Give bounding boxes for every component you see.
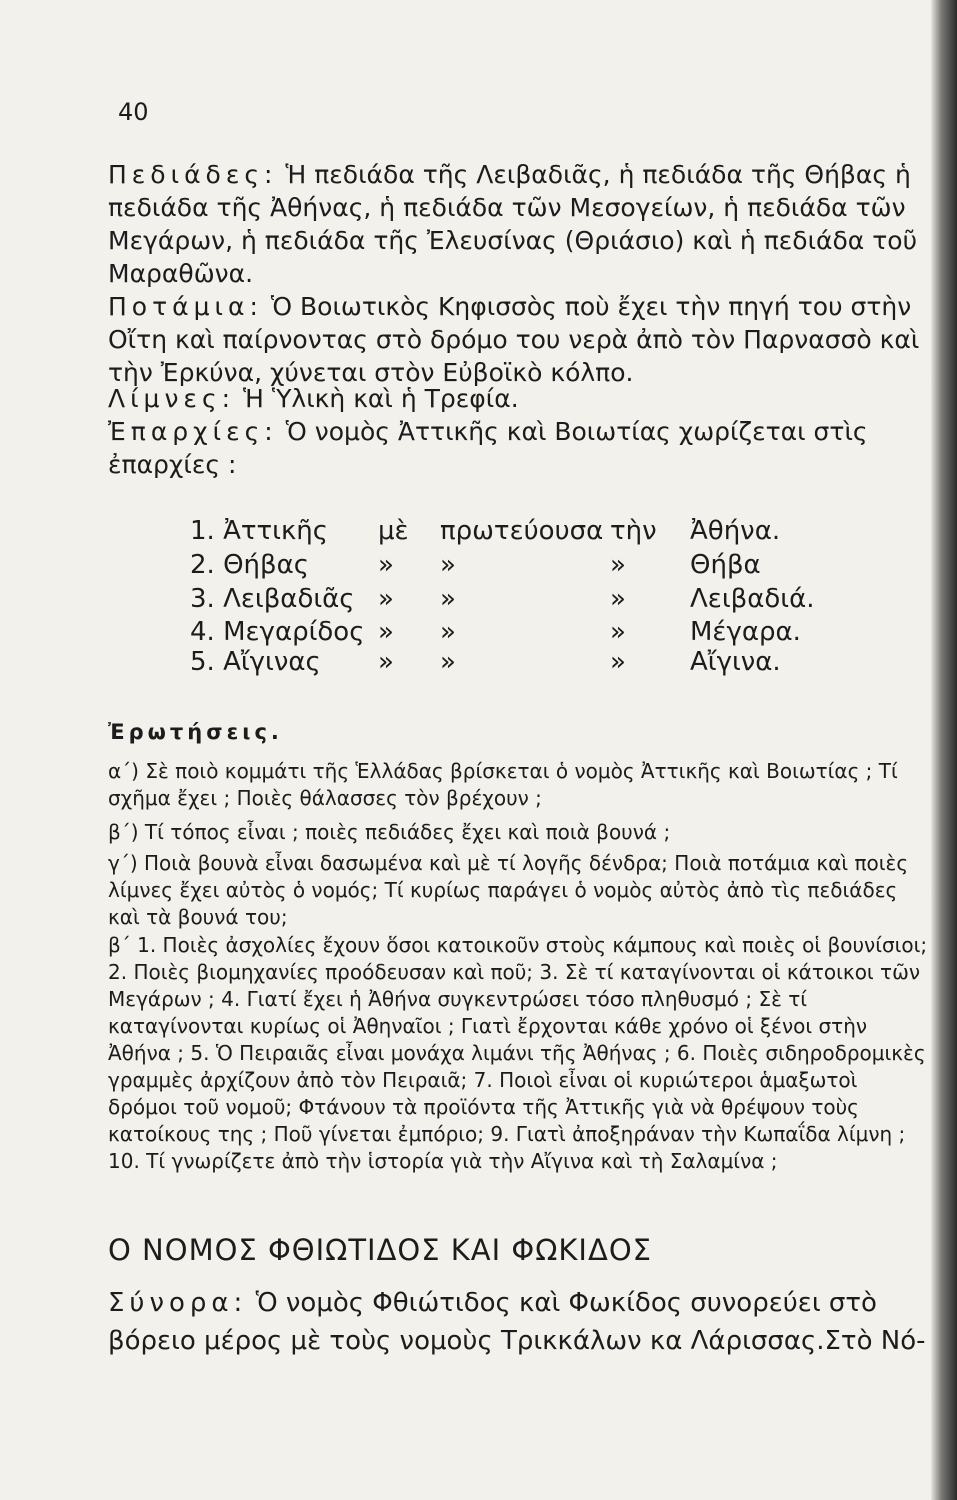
province-word-a: »	[378, 550, 394, 580]
provinces-text: Ὁ νομὸς Ἀττικῆς καὶ Βοιωτίας χωρίζεται στὶς ἐπαρχίες :	[108, 417, 868, 479]
province-word-c: τὴν	[610, 516, 657, 546]
paragraph-provinces	[108, 415, 928, 481]
province-name: 5. Αἴγινας	[190, 647, 321, 677]
province-word-a: »	[378, 617, 394, 647]
section-heading: Ο ΝΟΜΟΣ ΦΘΙΩΤΙΔΟΣ ΚΑΙ ΦΩΚΙΔΟΣ	[108, 1233, 652, 1267]
province-name: 2. Θήβας	[190, 550, 310, 580]
province-word-b: »	[440, 647, 456, 677]
question-item: β΄) Τί τόπος εἶναι ; ποιὲς πεδιάδες ἔχει καὶ ποιὰ βουνά ;	[108, 820, 671, 844]
borders-text: Ὁ νομὸς Φθιώτιδος καὶ Φωκίδος συνορεύει στὸ βόρειο μέρος μὲ τοὺς νομοὺς Τρικκάλων κα Λάρισσας.Στὸ Νό-	[108, 1288, 926, 1356]
province-word-c: »	[610, 584, 626, 614]
province-word-c: »	[610, 647, 626, 677]
question-item: β΄ 1. Ποιὲς ἀσχολίες ἔχουν ὅσοι κατοικοῦν στοὺς κάμπους καὶ ποιὲς οἱ βουνίσιοι; 2. Ποιὲς βιομηχανίες προόδευσαν καὶ ποῦ; 3. Σὲ τί καταγίνονται οἱ κάτοικοι τῶν Μεγάρων ; 4. Γιατί ἔχει ἡ Ἀθήνα συγκεντρώσει τόσο πληθυσμό ; Σὲ τί καταγίνονται κυρίως οἱ Ἀθηναῖοι ; Γιατὶ ἔρχονται κάθε χρόνο οἱ ξένοι στὴν Ἀθήνα ; 5. Ὁ Πειραιᾶς εἶναι μονάχα λιμάνι τῆς Ἀθήνας ; 6. Ποιὲς σιδηροδρομικὲς γραμμὲς ἀρχίζουν ἀπὸ τὸν Πειραιᾶ; 7. Ποιοὶ εἶναι οἱ κυριώτεροι ἁμαξωτοὶ δρόμοι τοῦ νομοῦ; Φτάνουν τὰ προϊόντα τῆς Ἀττικῆς γιὰ νὰ θρέψουν τοὺς κατοίκους της ; Ποῦ γίνεται ἐμπόριο; 9. Γιατὶ ἀποξηράναν τὴν Κωπαΐδα λίμνη ; 10. Τί γνωρίζετε ἀπὸ τὴν ἱστορία γιὰ τὴν Αἴγινα καὶ τὴ Σαλαμίνα ;	[108, 933, 928, 1173]
paragraph-plains	[108, 158, 928, 290]
province-name: 1. Ἀττικῆς	[190, 516, 329, 546]
province-capital: Λειβαδιά.	[690, 584, 815, 614]
plains-label: Πεδιάδες:	[108, 160, 278, 189]
province-word-b: »	[440, 550, 456, 580]
province-word-b: πρωτεύουσα	[440, 516, 604, 546]
province-word-c: »	[610, 550, 626, 580]
paragraph-borders	[108, 1284, 928, 1360]
plains-text: Ἡ πεδιάδα τῆς Λειβαδιᾶς, ἡ πεδιάδα τῆς Θήβας ἡ πεδιάδα τῆς Ἀθήνας, ἡ πεδιάδα τῶν Μεσογείων, ἡ πεδιάδα τῶν Μεγάρων, ἡ πεδιάδα τῆς Ἐλευσίνας (Θριάσιο) καὶ ἡ πεδιάδα τοῦ Μαραθῶνα.	[108, 160, 918, 288]
province-name: 4. Μεγαρίδος	[190, 617, 365, 647]
paragraph-lakes	[108, 382, 928, 415]
province-word-a: »	[378, 647, 394, 677]
question-item: γ΄) Ποιὰ βουνὰ εἶναι δασωμένα καὶ μὲ τί λογῆς δένδρα; Ποιὰ ποτάμια καὶ ποιὲς λίμνες ἔχει αὐτὸς ὁ νομός; Τί κυρίως παράγει ὁ νομὸς αὐτὸς ἀπὸ τὶς πεδιάδες καὶ τὰ βουνά του;	[108, 851, 909, 929]
province-word-b: »	[440, 584, 456, 614]
province-word-a: »	[378, 584, 394, 614]
paragraph-rivers	[108, 290, 928, 389]
lakes-label: Λίμνες:	[108, 384, 236, 413]
borders-label: Σύνορα:	[108, 1288, 248, 1318]
province-word-b: »	[440, 617, 456, 647]
questions-heading: Ἐρωτήσεις.	[108, 720, 283, 744]
page-number: 40	[118, 98, 149, 126]
province-name: 3. Λειβαδιᾶς	[190, 584, 355, 614]
province-word-a: μὲ	[378, 516, 409, 546]
rivers-text: Ὁ Βοιωτικὸς Κηφισσὸς ποὺ ἔχει τὴν πηγή του στὴν Οἴτη καὶ παίρνοντας στὸ δρόμο του νερὰ ἀπὸ τὸν Παρνασσὸ καὶ τὴν Ἐρκύνα, χύνεται στὸν Εὐβοϊκὸ κόλπο.	[108, 292, 920, 387]
question-item: α΄) Σὲ ποιὸ κομμάτι τῆς Ἑλλάδας βρίσκεται ὁ νομὸς Ἀττικῆς καὶ Βοιωτίας ; Τί σχῆμα ἔχει ; Ποιὲς θάλασσες τὸν βρέχουν ;	[108, 759, 898, 810]
province-capital: Μέγαρα.	[690, 617, 801, 647]
provinces-label: Ἐπαρχίες:	[108, 417, 278, 446]
province-capital: Θήβα	[690, 550, 761, 580]
province-word-c: »	[610, 617, 626, 647]
province-capital: Ἀθήνα.	[690, 516, 781, 546]
lakes-text: Ἡ Ὑλικὴ καὶ ἡ Τρεφία.	[235, 384, 519, 413]
rivers-label: Ποτάμια:	[108, 292, 263, 321]
page-edge-shadow	[931, 0, 957, 1500]
province-capital: Αἴγινα.	[690, 647, 781, 677]
